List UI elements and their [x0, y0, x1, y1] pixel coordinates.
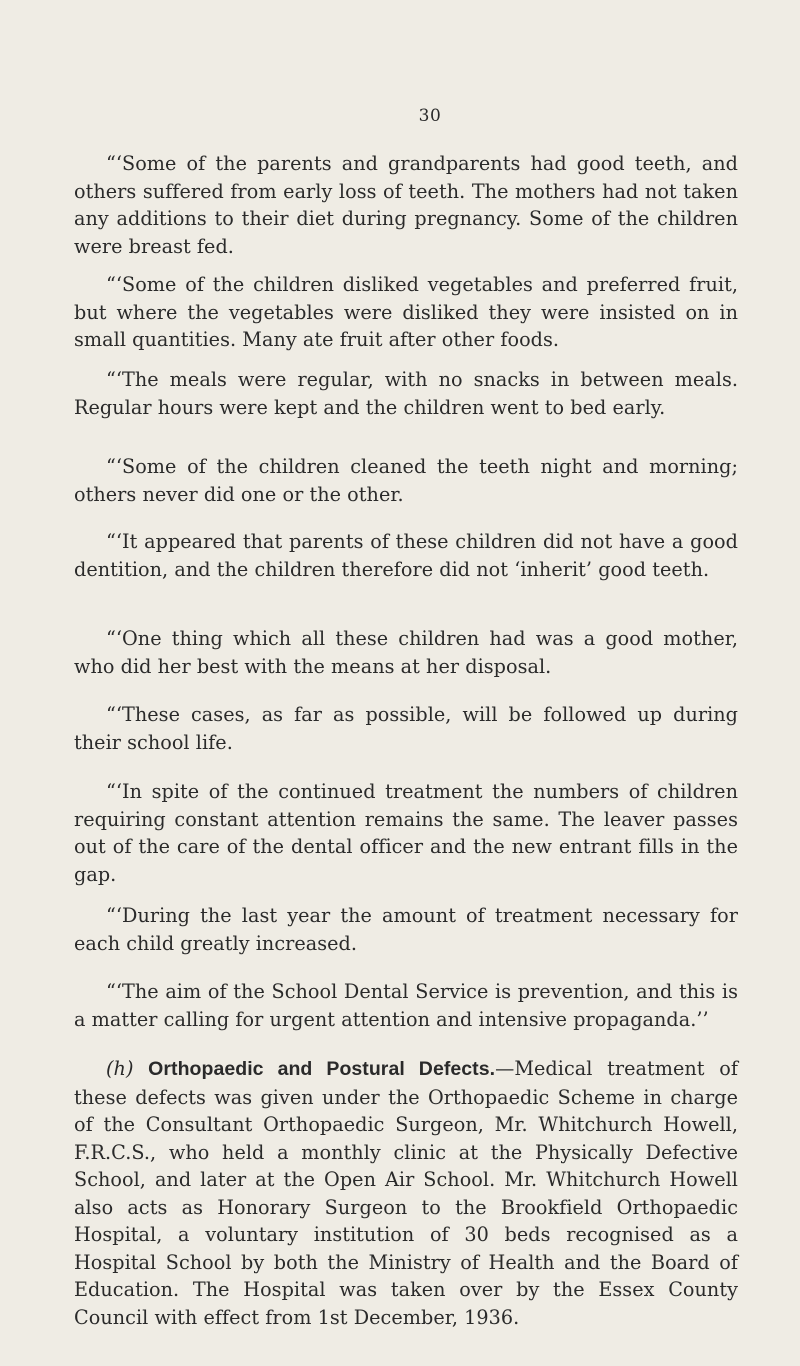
paragraph-meals: “‘The meals were regular, with no snacks in between meals. Regular hours were kept and the children went to bed early. [74, 368, 738, 419]
section-letter: (h) [106, 1057, 134, 1080]
paragraph-heredity: “‘Some of the parents and grandparents had good teeth, and others suffered from early loss of teeth. The mothers had not taken any additions to their diet during pregnancy. Some of the children were breast fed. [74, 152, 738, 258]
paragraph-vegetables: “‘Some of the children disliked vegetables and preferred fruit, but where the vegetables were disliked they were insisted on in small quantities. Many ate fruit after other foods. [74, 273, 738, 351]
paragraph-last-year: “‘During the last year the amount of treatment necessary for each child greatly increased. [74, 904, 738, 955]
section-body: —Medical treatment of these defects was given under the Orthopaedic Scheme in charge of the Consultant Orthopaedic Surgeon, Mr. Whitchurch Howell, F.R.C.S., who held a monthly clinic at the Physically Defective School, and later at the Open Air School. Mr. Whitchurch Howell also acts as Honorary Surgeon to the Brookfield Orthopaedic Hospital, a voluntary institution of 30 beds recognised as a Hospital School by both the Ministry of Health and the Board of Education. The Hospital was taken over by the Essex County Council with effect from 1st December, 1936. [74, 1057, 738, 1329]
paragraph-treatment-numbers: “‘In spite of the continued treatment the numbers of children requiring constant attention remains the same. The leaver passes out of the care of the dental officer and the new entrant fills in the gap. [74, 780, 738, 886]
page-number: 30 [418, 106, 442, 126]
paragraph-cleaning: “‘Some of the children cleaned the teeth night and morning; others never did one or the other. [74, 455, 738, 506]
paragraph-dentition: “‘It appeared that parents of these children did not have a good dentition, and the children therefore did not ‘inherit’ good teeth. [74, 530, 738, 581]
section-heading: Orthopaedic and Postural Defects. [148, 1058, 496, 1080]
paragraph-follow-up: “‘These cases, as far as possible, will be followed up during their school life. [74, 703, 738, 754]
paragraph-prevention: “‘The aim of the School Dental Service is prevention, and this is a matter calling for urgent attention and intensive propaganda.’’ [74, 980, 738, 1031]
section-h-orthopaedic [74, 1055, 738, 1331]
paragraph-mother: “‘One thing which all these children had was a good mother, who did her best with the means at her disposal. [74, 627, 738, 678]
